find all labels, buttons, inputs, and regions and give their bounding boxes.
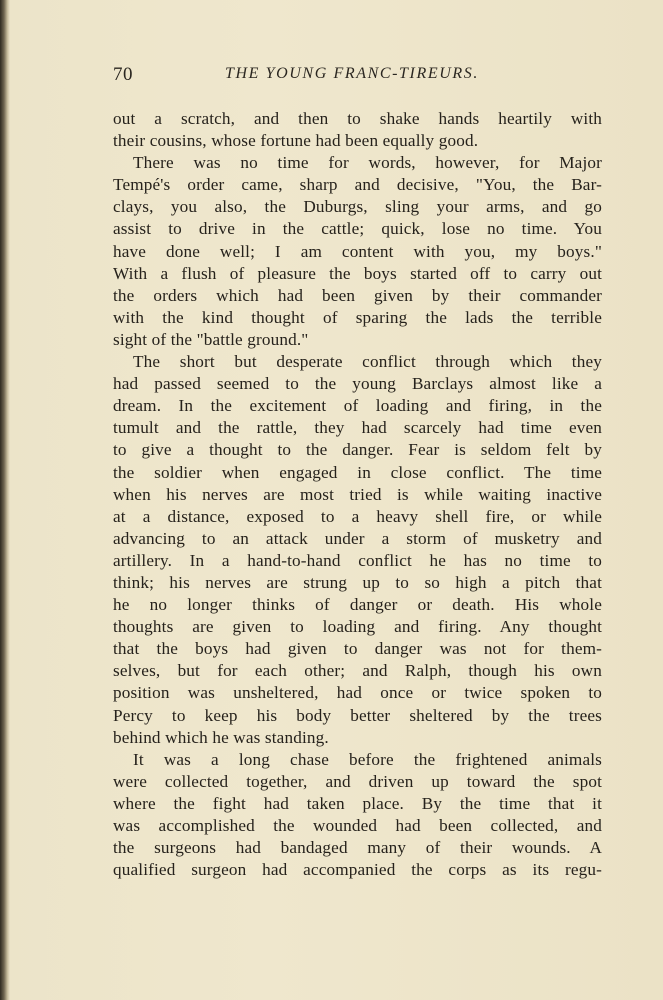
text-line: Percy to keep his body better sheltered by the trees [113,705,602,725]
text-line: advancing to an attack under a storm of musketry and [113,528,602,548]
text-line: The short but desperate conflict through which they [133,352,602,372]
text-line: out a scratch, and then to shake hands heartily with [113,109,602,128]
text-line: the soldier when engaged in close conflict. The time [113,462,602,482]
text-line: the surgeons had bandaged many of their wounds. A [113,838,602,858]
text-line: qualified surgeon had accompanied the corps as its regu- [113,860,602,880]
text-line: artillery. In a hand-to-hand conflict he has no time to [113,550,602,570]
text-line: had passed seemed to the young Barclays almost like a [113,374,602,394]
text-line: when his nerves are most tried is while waiting inactive [113,484,602,504]
page-number: 70 [113,64,133,85]
text-line: It was a long chase before the frightened animals [133,749,602,769]
text-line: There was no time for words, however, for Major [133,153,602,173]
text-line: thoughts are given to loading and firing. Any thought [113,617,602,637]
text-line: think; his nerves are strung up to so high a pitch that [113,572,602,592]
text-line: behind which he was standing. [113,727,329,747]
text-line: he no longer thinks of danger or death. His whole [113,595,602,615]
text-line: position was unsheltered, had once or twice spoken to [113,683,602,703]
text-line: was accomplished the wounded had been collected, and [113,816,602,835]
text-line: with the kind thought of sparing the lads the terrible [113,307,602,327]
text-line: have done well; I am content with you, my boys." [113,241,602,261]
text-line: tumult and the rattle, they had scarcely had time even [113,418,602,438]
text-line: were collected together, and driven up toward the spot [113,771,602,791]
text-line: With a flush of pleasure the boys started off to carry out [113,263,602,283]
text-line: the orders which had been given by their commander [113,285,602,305]
text-line: that the boys had given to danger was not for them- [113,639,602,659]
page-header [113,64,598,88]
text-line: their cousins, whose fortune had been equally good. [113,131,479,151]
text-line: Tempé's order came, sharp and decisive, "You, the Bar- [113,175,602,195]
text-line: sight of the "battle ground." [113,329,309,349]
binding-shadow [0,0,10,1000]
text-line: clays, you also, the Duburgs, sling your arms, and go [113,197,602,217]
text-line: at a distance, exposed to a heavy shell fire, or while [113,506,602,526]
text-line: assist to drive in the cattle; quick, lose no time. You [113,219,602,239]
text-line: selves, but for each other; and Ralph, though his own [113,661,602,681]
running-title: THE YOUNG FRANC-TIREURS. [225,65,479,82]
text-line: dream. In the excitement of loading and firing, in the [113,396,602,416]
text-line: where the fight had taken place. By the time that it [113,793,602,813]
body-text [113,108,602,881]
text-line: to give a thought to the danger. Fear is seldom felt by [113,440,602,460]
